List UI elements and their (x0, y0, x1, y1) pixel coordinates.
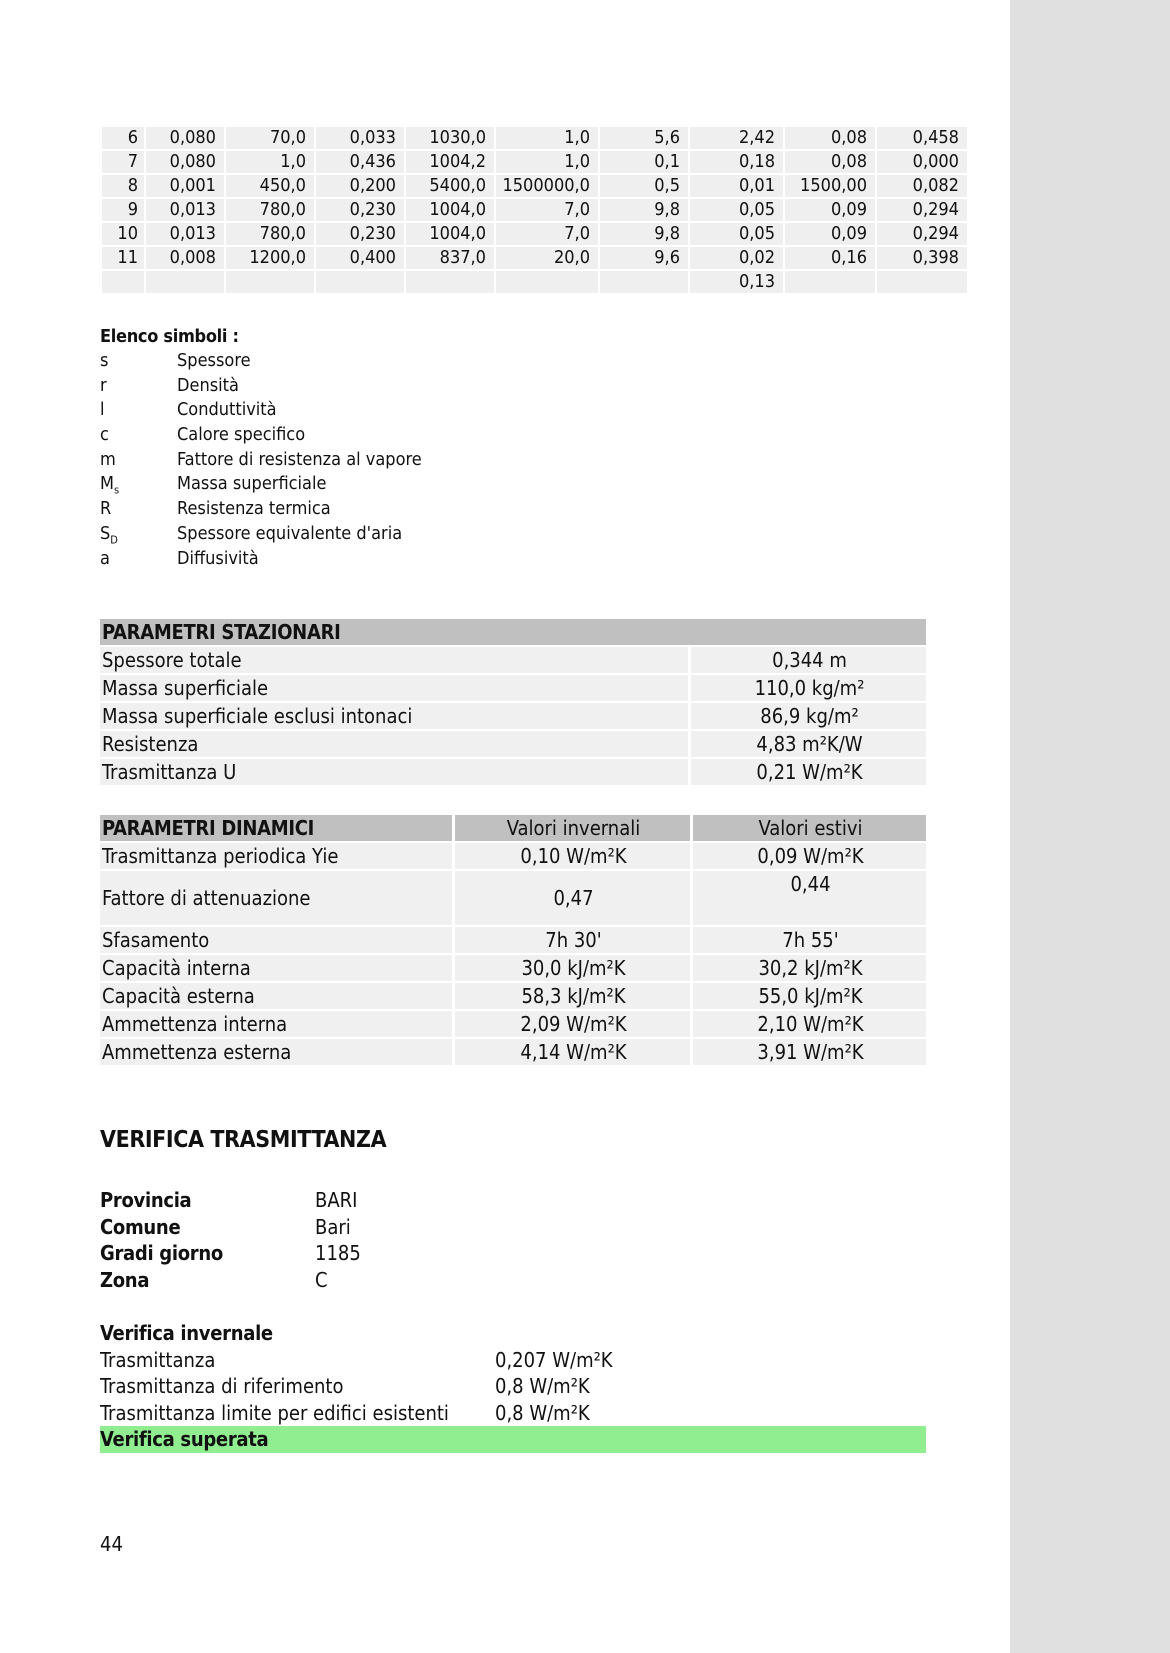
check-key: Trasmittanza (100, 1347, 216, 1372)
check-key: Trasmittanza di riferimento (100, 1374, 344, 1398)
param-label: Ammettenza esterna (100, 1039, 455, 1065)
table-row (100, 1039, 926, 1065)
dynamic-params-table (100, 813, 926, 1067)
param-label: Sfasamento (100, 927, 455, 953)
param-value: 0,344 m (691, 647, 926, 673)
table-cell: 7,0 (496, 199, 598, 221)
table-row (100, 843, 926, 869)
column-header-winter: Valori invernali (455, 815, 693, 841)
winter-value: 0,47 (455, 871, 693, 925)
table-cell: 0,013 (146, 223, 224, 245)
info-row (100, 1187, 358, 1214)
winter-value: 0,10 W/m²K (455, 843, 693, 869)
table-cell: 0,000 (877, 151, 967, 173)
table-cell: 0,294 (877, 199, 967, 221)
table-cell: 7,0 (496, 223, 598, 245)
table-cell: 9,8 (600, 199, 688, 221)
info-key: Provincia (100, 1188, 192, 1212)
column-header-summer: Valori estivi (693, 815, 926, 841)
winter-value: 2,09 W/m²K (455, 1011, 693, 1037)
summer-value: 7h 55' (693, 927, 926, 953)
table-row (102, 223, 967, 245)
table-cell (226, 271, 314, 293)
symbol-desc: Massa superficiale (177, 473, 327, 495)
param-label: Spessore totale (100, 647, 691, 673)
symbol-row (100, 547, 259, 572)
symbol-row (100, 349, 251, 374)
table-cell: 20,0 (496, 247, 598, 269)
table-row (100, 731, 926, 757)
table-cell: 0,08 (785, 151, 875, 173)
table-cell: 0,05 (690, 199, 783, 221)
table-cell: 0,200 (316, 175, 404, 197)
symbol: m (100, 448, 116, 470)
check-row (100, 1400, 926, 1427)
info-key: Gradi giorno (100, 1241, 223, 1266)
summer-value: 3,91 W/m²K (693, 1039, 926, 1065)
table-row (100, 927, 926, 953)
symbol-desc: Resistenza termica (177, 498, 331, 520)
symbol-desc: Calore specifico (177, 424, 306, 446)
table-row (102, 247, 967, 269)
table-cell: 8 (102, 175, 144, 197)
table-cell: 11 (102, 247, 144, 269)
symbol-row (100, 374, 239, 399)
stationary-params-table (100, 617, 926, 787)
table-cell (877, 271, 967, 293)
summer-value: 0,44 (693, 871, 926, 925)
winter-value: 58,3 kJ/m²K (455, 983, 693, 1009)
param-label: Massa superficiale esclusi intonaci (100, 703, 691, 729)
info-key: Comune (100, 1214, 181, 1239)
table-cell: 0,05 (690, 223, 783, 245)
table-cell: 1004,0 (406, 199, 494, 221)
table-cell: 837,0 (406, 247, 494, 269)
table-cell: 0,008 (146, 247, 224, 269)
table-cell: 1500000,0 (496, 175, 598, 197)
table-cell: 780,0 (226, 199, 314, 221)
dynamic-title: PARAMETRI DINAMICI (100, 815, 455, 841)
symbol-desc: Spessore (177, 350, 251, 371)
table-cell: 450,0 (226, 175, 314, 197)
symbol: a (100, 547, 110, 569)
symbols-legend (100, 324, 422, 571)
table-cell (785, 271, 875, 293)
symbol: $M_s$ (100, 473, 120, 498)
symbol: $S_D$ (100, 522, 118, 547)
table-cell: 0,01 (690, 175, 783, 197)
param-label: Fattore di attenuazione (100, 871, 455, 925)
location-info (100, 1187, 361, 1294)
table-cell: 1,0 (496, 151, 598, 173)
param-value: 86,9 kg/m² (691, 703, 926, 729)
page-number: 44 (100, 1532, 123, 1556)
table-row (100, 759, 926, 785)
table-cell: 780,0 (226, 223, 314, 245)
table-cell: 0,080 (146, 151, 224, 173)
table-row (100, 647, 926, 673)
table-cell (102, 271, 144, 293)
param-label: Capacità interna (100, 955, 455, 981)
info-key: Zona (100, 1268, 150, 1293)
symbols-heading: Elenco simboli : (100, 326, 239, 347)
table-row (100, 703, 926, 729)
table-cell: 5400,0 (406, 175, 494, 197)
table-row (100, 1011, 926, 1037)
table-cell: 0,09 (785, 223, 875, 245)
symbol: l (100, 399, 105, 421)
layers-table (100, 125, 969, 295)
section-title: VERIFICA TRASMITTANZA (100, 1127, 387, 1153)
table-cell (316, 271, 404, 293)
table-cell: 0,16 (785, 247, 875, 269)
table-cell: 0,02 (690, 247, 783, 269)
symbol: c (100, 424, 109, 446)
info-row (100, 1214, 351, 1241)
table-row (100, 871, 926, 925)
winter-value: 4,14 W/m²K (455, 1039, 693, 1065)
info-value: BARI (315, 1188, 358, 1212)
check-value: 0,8 W/m²K (495, 1400, 590, 1425)
table-cell: 0,09 (785, 199, 875, 221)
winter-value: 7h 30' (455, 927, 693, 953)
table-cell: 0,080 (146, 127, 224, 149)
table-cell: 1004,2 (406, 151, 494, 173)
param-label: Trasmittanza periodica Yie (100, 843, 455, 869)
check-result-banner: Verifica superata (100, 1426, 926, 1453)
table-row (100, 983, 926, 1009)
symbol: r (100, 374, 107, 396)
check-row (100, 1347, 926, 1374)
param-value: 0,21 W/m²K (691, 759, 926, 785)
table-row (102, 151, 967, 173)
table-cell: 70,0 (226, 127, 314, 149)
table-cell: 0,458 (877, 127, 967, 149)
check-key: Trasmittanza limite per edifici esistenti (100, 1400, 449, 1425)
symbol-row (100, 398, 277, 423)
param-label: Trasmittanza U (100, 759, 691, 785)
table-cell: 1200,0 (226, 247, 314, 269)
symbol-desc: Spessore equivalente d'aria (177, 522, 403, 544)
table-cell (406, 271, 494, 293)
check-value: 0,207 W/m²K (495, 1347, 613, 1372)
table-row (102, 175, 967, 197)
table-cell: 0,18 (690, 151, 783, 173)
table-cell: 0,082 (877, 175, 967, 197)
table-row (100, 675, 926, 701)
table-cell (496, 271, 598, 293)
table-cell: 9,8 (600, 223, 688, 245)
symbol-row (100, 497, 331, 522)
symbol-desc: Conduttività (177, 399, 277, 421)
table-row (102, 271, 967, 293)
check-row (100, 1373, 926, 1400)
table-cell: 0,5 (600, 175, 688, 197)
info-row (100, 1240, 361, 1267)
symbol-desc: Diffusività (177, 547, 259, 569)
table-cell: 0,013 (146, 199, 224, 221)
param-value: 110,0 kg/m² (691, 675, 926, 701)
table-header-row (100, 815, 926, 841)
summer-value: 2,10 W/m²K (693, 1011, 926, 1037)
table-cell: 2,42 (690, 127, 783, 149)
table-row (102, 199, 967, 221)
table-cell: 1500,00 (785, 175, 875, 197)
table-cell: 9 (102, 199, 144, 221)
param-label: Resistenza (100, 731, 691, 757)
table-cell: 0,001 (146, 175, 224, 197)
param-label: Ammettenza interna (100, 1011, 455, 1037)
table-cell (146, 271, 224, 293)
stationary-title: PARAMETRI STAZIONARI (100, 619, 926, 645)
winter-check-heading: Verifica invernale (100, 1321, 273, 1345)
symbol: R (100, 498, 112, 520)
table-cell: 0,436 (316, 151, 404, 173)
info-value: 1185 (315, 1241, 361, 1266)
summer-value: 0,09 W/m²K (693, 843, 926, 869)
table-cell: 0,13 (690, 271, 783, 293)
table-cell: 5,6 (600, 127, 688, 149)
table-header-row (100, 619, 926, 645)
param-value: 4,83 m²K/W (691, 731, 926, 757)
table-cell: 9,6 (600, 247, 688, 269)
table-row (100, 955, 926, 981)
param-label: Capacità esterna (100, 983, 455, 1009)
table-cell: 0,400 (316, 247, 404, 269)
table-cell: 0,08 (785, 127, 875, 149)
check-value: 0,8 W/m²K (495, 1374, 590, 1398)
page-side-band (1010, 0, 1170, 1653)
symbol-row (100, 522, 403, 547)
table-cell: 0,230 (316, 223, 404, 245)
table-cell: 10 (102, 223, 144, 245)
info-value: Bari (315, 1214, 351, 1239)
table-cell: 0,294 (877, 223, 967, 245)
table-cell: 0,398 (877, 247, 967, 269)
table-cell: 1,0 (496, 127, 598, 149)
table-cell: 1030,0 (406, 127, 494, 149)
table-cell (600, 271, 688, 293)
table-cell: 1004,0 (406, 223, 494, 245)
symbol-row (100, 423, 306, 448)
winter-check (100, 1320, 926, 1453)
symbol: s (100, 350, 109, 371)
table-cell: 0,1 (600, 151, 688, 173)
info-value: C (315, 1268, 328, 1293)
winter-value: 30,0 kJ/m²K (455, 955, 693, 981)
symbol-row (100, 472, 327, 498)
table-cell: 7 (102, 151, 144, 173)
table-row (102, 127, 967, 149)
param-label: Massa superficiale (100, 675, 691, 701)
symbol-row (100, 448, 422, 473)
table-cell: 6 (102, 127, 144, 149)
symbol-desc: Densità (177, 374, 239, 396)
summer-value: 55,0 kJ/m²K (693, 983, 926, 1009)
table-cell: 0,033 (316, 127, 404, 149)
table-cell: 0,230 (316, 199, 404, 221)
table-cell: 1,0 (226, 151, 314, 173)
summer-value: 30,2 kJ/m²K (693, 955, 926, 981)
symbol-desc: Fattore di resistenza al vapore (177, 448, 422, 470)
info-row (100, 1267, 328, 1294)
